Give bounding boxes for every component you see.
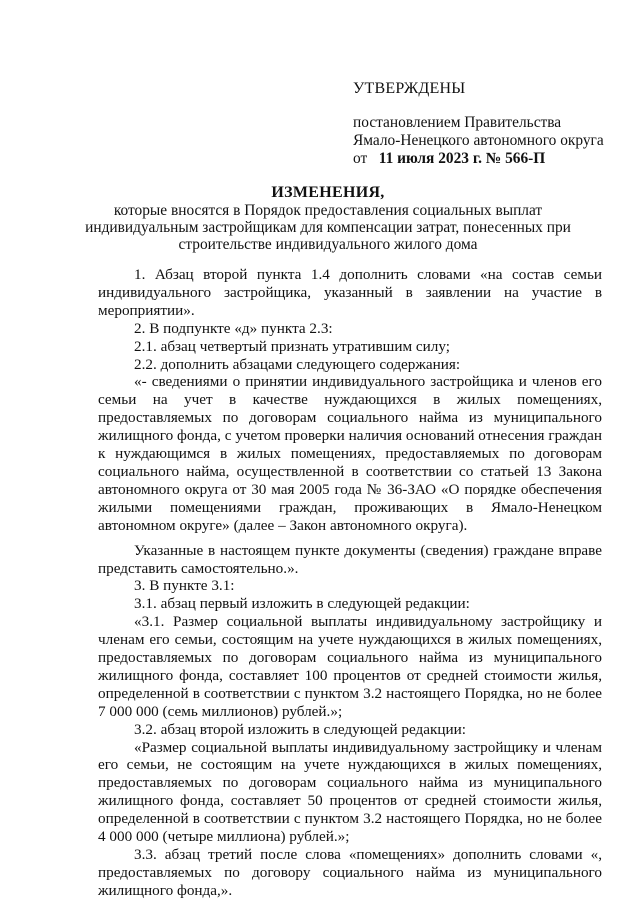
paragraph-2-2: 2.2. дополнить абзацами следующего содержания:	[134, 355, 461, 373]
title-heading: ИЗМЕНЕНИЯ,	[271, 184, 385, 201]
approval-date-number: 11 июля 2023 г. № 566-П	[378, 150, 546, 167]
paragraph-3-3: 3.3. абзац третий после слова «помещениях» дополнить словами «, предоставляемых по договору социального найма из муниципального жилищного фонда,».	[98, 846, 602, 899]
approval-region-line: Ямало-Ненецкого автономного округа	[353, 132, 604, 149]
paragraph-3-2: 3.2. абзац второй изложить в следующей редакции:	[134, 720, 466, 738]
title-subtitle: которые вносятся в Порядок предоставления социальных выплат индивидуальным застройщикам для компенсации затрат, понесенных при строительстве индивидуального жилого дома	[85, 202, 571, 253]
approval-date-line	[353, 150, 623, 168]
paragraph-3-1: 3.1. абзац первый изложить в следующей редакции:	[134, 595, 470, 613]
approval-stamp	[353, 80, 623, 168]
paragraph-2: 2. В подпункте «д» пункта 2.3:	[134, 319, 333, 337]
paragraph-3-2-text: «Размер социальной выплаты индивидуальному застройщику и членам его семьи, не состоящим на учете нуждающихся в жилых помещениях, предоставляемых по договорам социального найма из муниципального жилищного фонда, составляет 50 процентов от средней стоимости жилья, определенной в соответствии с пунктом 3.2 настоящего Порядка, но не более 4 000 000 (четыре миллиона) рублей.»;	[98, 738, 602, 846]
paragraph-3-1-text: «3.1. Размер социальной выплаты индивидуальному застройщику и членам его семьи, состоящим на учете нуждающихся в жилых помещениях, предоставляемых по договорам социального найма из муниципального жилищного фонда, составляет 100 процентов от средней стоимости жилья, определенной в соответствии с пунктом 3.2 настоящего Порядка, но не более 7 000 000 (семь миллионов) рублей.»;	[98, 613, 602, 720]
document-body	[98, 266, 602, 900]
paragraph-1: 1. Абзац второй пункта 1.4 дополнить словами «на состав семьи индивидуального застройщика, указанный в заявлении на участие в мероприятии».	[98, 266, 602, 319]
date-prefix: от	[353, 150, 368, 167]
paragraph-2-1: 2.1. абзац четвертый признать утратившим силу;	[134, 337, 450, 355]
paragraph-3: 3. В пункте 3.1:	[134, 577, 235, 595]
document-title	[70, 184, 586, 253]
paragraph-2-2-text: «- сведениями о принятии индивидуального застройщика и членов его семьи на учет в качестве нуждающихся в жилых помещениях, предоставляемых по договорам социального найма из муниципального жилищного фонда, с учетом проверки наличия оснований отнесения граждан к нуждающимся в жилых помещениях, предоставляемых по договорам социального найма, осуществленной в соответствии со статьей 13 Закона автономного округа от 30 мая 2005 года № 36-ЗАО «О порядке обеспечения жилыми помещениями граждан, проживающих в Ямало-Ненецком автономном округе» (далее – Закон автономного округа).	[98, 373, 602, 534]
approval-authority-line: постановлением Правительства	[353, 114, 562, 131]
paragraph-2-2-note: Указанные в настоящем пункте документы (сведения) граждане вправе представить самостоятельно.».	[98, 541, 602, 577]
approved-label: УТВЕРЖДЕНЫ	[353, 80, 466, 97]
